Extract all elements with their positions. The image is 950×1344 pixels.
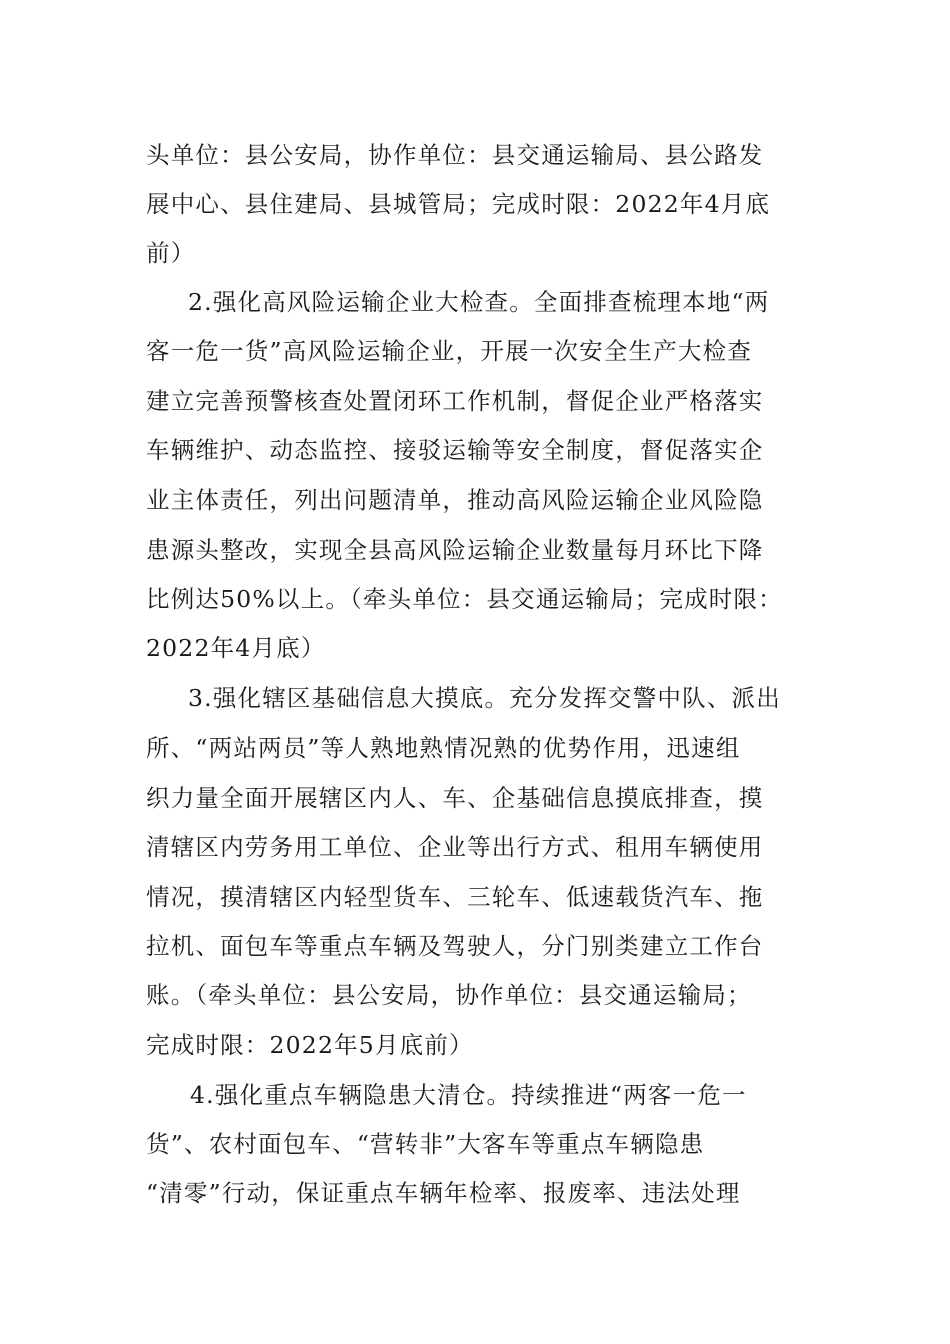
text-line: 客一危一货”高风险运输企业，开展一次安全生产大检查 (146, 337, 753, 365)
text-line: 2022年4月底） (146, 634, 326, 662)
text-line: 3.强化辖区基础信息大摸底。充分发挥交警中队、派出 (188, 684, 781, 712)
text-line: “清零”行动，保证重点车辆年检率、报废率、违法处理 (146, 1179, 741, 1207)
text-line: 展中心、县住建局、县城管局；完成时限：2022年4月底 (146, 190, 771, 218)
text-line: 拉机、面包车等重点车辆及驾驶人，分门别类建立工作台 (146, 932, 764, 960)
text-line: 头单位：县公安局，协作单位：县交通运输局、县公路发 (146, 141, 764, 169)
text-line: 所、“两站两员”等人熟地熟情况熟的优势作用，迅速组 (146, 734, 741, 762)
text-line: 前） (146, 239, 196, 267)
text-line: 账。（牵头单位：县公安局，协作单位：县交通运输局； (146, 981, 752, 1009)
text-line: 建立完善预警核查处置闭环工作机制，督促企业严格落实 (146, 387, 764, 415)
text-line: 比例达50%以上。（牵头单位：县交通运输局；完成时限： (146, 585, 783, 613)
text-line: 车辆维护、动态监控、接驳运输等安全制度，督促落实企 (146, 436, 764, 464)
text-line: 4.强化重点车辆隐患大清仓。持续推进“两客一危一 (190, 1081, 747, 1109)
text-line: 患源头整改，实现全县高风险运输企业数量每月环比下降 (146, 536, 764, 564)
text-line: 清辖区内劳务用工单位、企业等出行方式、租用车辆使用 (146, 833, 764, 861)
text-line: 业主体责任，列出问题清单，推动高风险运输企业风险隐 (146, 486, 764, 514)
text-line: 货”、农村面包车、“营转非”大客车等重点车辆隐患 (146, 1130, 705, 1158)
text-line: 完成时限：2022年5月底前） (146, 1031, 474, 1059)
text-line: 2.强化高风险运输企业大检查。全面排查梳理本地“两 (188, 288, 770, 316)
text-line: 织力量全面开展辖区内人、车、企基础信息摸底排查，摸 (146, 784, 764, 812)
text-line: 情况，摸清辖区内轻型货车、三轮车、低速载货汽车、拖 (146, 883, 764, 911)
